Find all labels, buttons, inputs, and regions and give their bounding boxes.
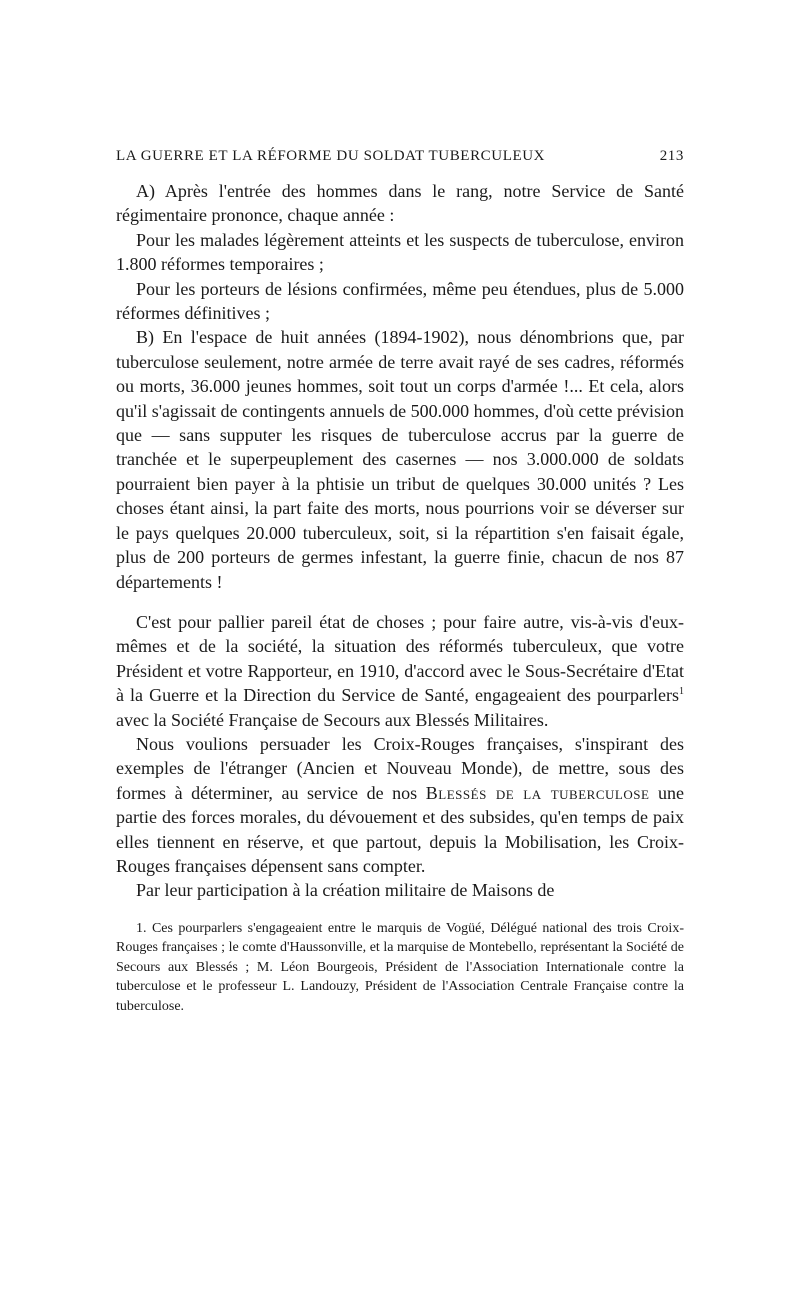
running-title: LA GUERRE ET LA RÉFORME DU SOLDAT TUBERCULEUX [116,148,546,164]
paragraph-a: A) Après l'entrée des hommes dans le rang, notre Service de Santé régimentaire prononce, chaque année : [116,181,684,226]
book-page [116,148,684,1016]
footnote: 1. Ces pourparlers s'engageaient entre le marquis de Vogüé, Délégué national des trois Croix-Rouges françaises ; le comte d'Haussonville, et la marquise de Montebello, représentant la Société de Secours aux Blessés ; M. Léon Bourgeois, Président de l'Association Internationale contre la tuberculose et le professeur L. Landouzy, Président de l'Association Centrale Française contre la tuberculose. [116,920,684,1014]
paragraph-temporary-discharges: Pour les malades légèrement atteints et les suspects de tuberculose, environ 1.800 réformes temporaires ; [116,229,684,275]
running-head [116,148,684,165]
footnote-separator [116,903,684,919]
paragraph-participation: Par leur participation à la création militaire de Maisons de [136,880,555,901]
paragraph-negotiations-text: C'est pour pallier pareil état de choses ; pour faire autre, vis-à-vis d'eux-mêmes et de la société, la situation des réformés tuberculeux, que votre Président et votre Rapporteur, en 1910, d'accord avec le Sous-Secrétaire d'Etat à la Guerre et la Direction du Service de Santé, engageaient des pourparlers [116,611,684,706]
paragraph-negotiations [116,610,684,732]
footnote-reference: 1 [679,686,684,698]
paragraph-b: B) En l'espace de huit années (1894-1902), nous dénombrions que, par tuberculose seulement, notre armée de terre avait rayé de ses cadres, réformés ou morts, 36.000 jeunes hommes, soit tout un corps d'armée !... Et cela, alors qu'il s'agissait de contingents annuels de 500.000 hommes, d'où cette prévision que — sans supputer les risques de tuberculose accrus par la guerre de tranchée et le superpeuplement des casernes — nos 3.000.000 de soldats pourraient bien payer à la phtisie un tribut de quelques 30.000 unités ? Les choses étant ainsi, la part faite des morts, nous pourrions voir se déverser sur le pays quelques 20.000 tuberculeux, soit, si la répartition s'en faisait égale, plus de 200 porteurs de germes infestant, la guerre finie, chacun de nos 87 départements ! [116,327,684,592]
paragraph-red-cross-end: une partie des forces morales, du dévouement et des subsides, qu'en temps de paix elles tiennent en réserve, et que partout, depuis la Mobilisation, les Croix-Rouges françaises dépensent sans compter. [116,782,684,876]
paragraph-red-cross-start: Nous voulions persuader les Croix-Rouges françaises, s'inspirant des exemples de l'étranger (Ancien et Nouveau Monde), de mettre, sous des formes à déterminer, au service de nos [116,733,684,803]
blesses-de-la-tuberculose: Blessés de la tuberculose [425,782,650,803]
paragraph-negotiations-end: avec la Société Française de Secours aux Blessés Militaires. [116,709,549,730]
page-number: 213 [659,148,684,164]
paragraph-red-cross [116,732,684,878]
paragraph-definitive-discharges: Pour les porteurs de lésions confirmées, même peu étendues, plus de 5.000 réformes définitives ; [116,278,684,324]
paragraph-gap [116,594,684,610]
